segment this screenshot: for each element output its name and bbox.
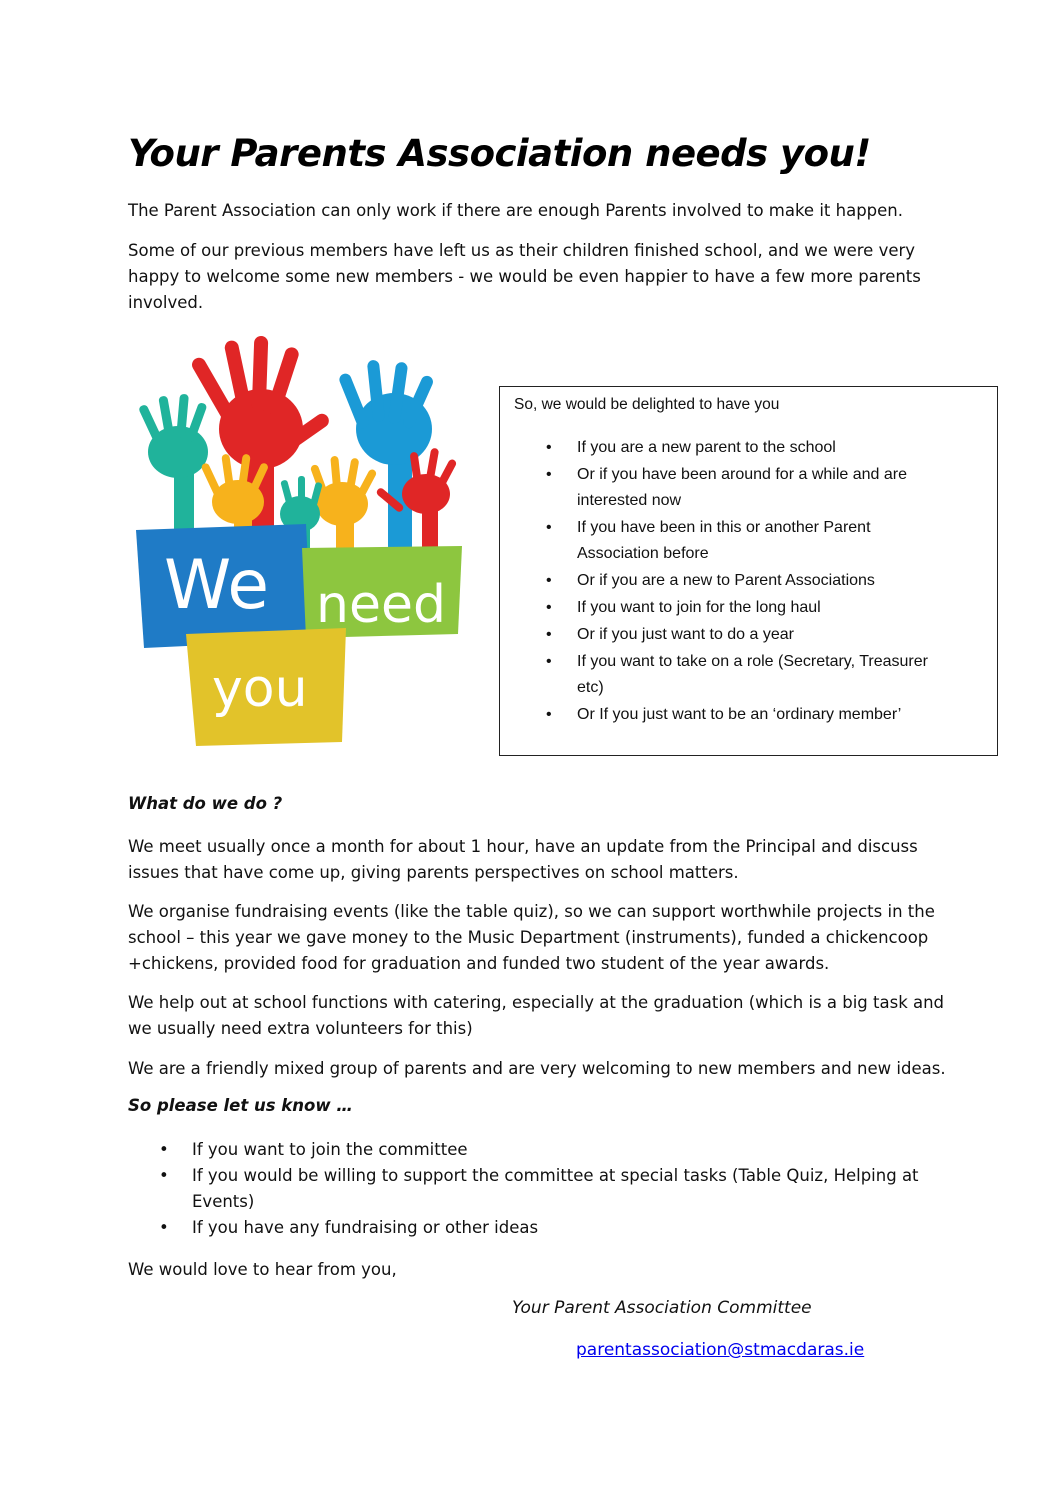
signature: Your Parent Association Committee — [512, 1298, 812, 1318]
what-paragraph-line: We organise fundraising events (like the table quiz), so we can support worthwhile projects in the — [128, 902, 935, 921]
box-list-item — [500, 435, 907, 461]
bullet-icon: • — [546, 466, 552, 483]
box-list-item — [500, 702, 907, 728]
box-list-item — [500, 515, 907, 567]
letus-list — [128, 1137, 932, 1241]
what-paragraph-line: issues that have come up, giving parents perspectives on school matters. — [128, 863, 739, 882]
box-list-item — [500, 462, 907, 514]
box-list-item-text: etc) — [577, 679, 604, 696]
graphic-word-you: you — [212, 659, 308, 719]
box-list-item-text: interested now — [577, 492, 682, 509]
we-need-you-graphic — [126, 334, 476, 754]
box-list-item-text: If you want to join for the long haul — [577, 599, 821, 616]
bullet-icon: • — [546, 572, 552, 589]
box-list-item-text: If you are a new parent to the school — [577, 439, 836, 456]
letus-list-item-text: If you have any fundraising or other ideas — [192, 1218, 539, 1237]
box-list-item-text: Or if you are a new to Parent Associations — [577, 572, 875, 589]
bullet-icon: • — [159, 1166, 169, 1185]
bullet-icon: • — [159, 1140, 169, 1159]
teal-hand-icon — [138, 394, 208, 534]
box-intro: So, we would be delighted to have you — [514, 396, 780, 413]
bullet-icon: • — [546, 599, 552, 616]
box-list-item-text: Or If you just want to be an ‘ordinary member’ — [577, 706, 902, 723]
graphic-word-need: need — [316, 575, 446, 635]
closing-line: We would love to hear from you, — [128, 1260, 397, 1279]
bullet-icon: • — [546, 519, 552, 536]
box-list — [500, 435, 928, 729]
bullet-icon: • — [546, 653, 552, 670]
letus-list-item-text: If you want to join the committee — [192, 1140, 468, 1159]
box-list-item-text: Or if you just want to do a year — [577, 626, 794, 643]
intro-line-3: happy to welcome some new members - we would be even happier to have a few more parents — [128, 267, 921, 286]
intro-line-2: Some of our previous members have left us as their children finished school, and we were very — [128, 241, 916, 260]
bullet-icon: • — [546, 706, 552, 723]
bullet-icon: • — [546, 626, 552, 643]
intro-line-4: involved. — [128, 293, 204, 312]
box-list-item — [500, 568, 907, 594]
box-list-item-text: If you have been in this or another Parent — [577, 519, 871, 536]
box-list-item-text: Or if you have been around for a while and are — [577, 466, 907, 483]
bullet-icon: • — [546, 439, 552, 456]
letus-list-item — [128, 1163, 932, 1215]
graphic-word-we: We — [164, 546, 270, 625]
intro-line-1: The Parent Association can only work if there are enough Parents involved to make it happen. — [128, 201, 904, 220]
email-link[interactable]: parentassociation@stmacdaras.ie — [576, 1340, 865, 1360]
letus-list-item-text: If you would be willing to support the committee at special tasks (Table Quiz, Helping at — [192, 1166, 919, 1185]
letus-heading: So please let us know … — [128, 1096, 353, 1115]
letus-list-item-text: Events) — [192, 1192, 255, 1211]
box-list-item — [500, 622, 907, 648]
what-paragraph-line: school – this year we gave money to the Music Department (instruments), funded a chickencoop — [128, 928, 929, 947]
what-paragraph-line: +chickens, provided food for graduation and funded two student of the year awards. — [128, 954, 830, 973]
invitation-box — [499, 386, 998, 756]
box-list-item — [500, 595, 907, 621]
what-heading: What do we do ? — [128, 794, 283, 813]
letus-list-item — [128, 1137, 932, 1163]
box-list-item-text: Association before — [577, 545, 709, 562]
letus-list-item — [128, 1215, 932, 1241]
page-title: Your Parents Association needs you! — [128, 132, 871, 175]
what-paragraph-line: We are a friendly mixed group of parents and are very welcoming to new members and new ideas. — [128, 1059, 946, 1078]
what-paragraph-line: We help out at school functions with catering, especially at the graduation (which is a big task and — [128, 993, 945, 1012]
what-paragraph-line: we usually need extra volunteers for this) — [128, 1019, 473, 1038]
box-list-item-text: If you want to take on a role (Secretary, Treasurer — [577, 653, 928, 670]
bullet-icon: • — [159, 1218, 169, 1237]
box-list-item — [500, 649, 928, 701]
what-paragraph-line: We meet usually once a month for about 1 hour, have an update from the Principal and discuss — [128, 837, 918, 856]
